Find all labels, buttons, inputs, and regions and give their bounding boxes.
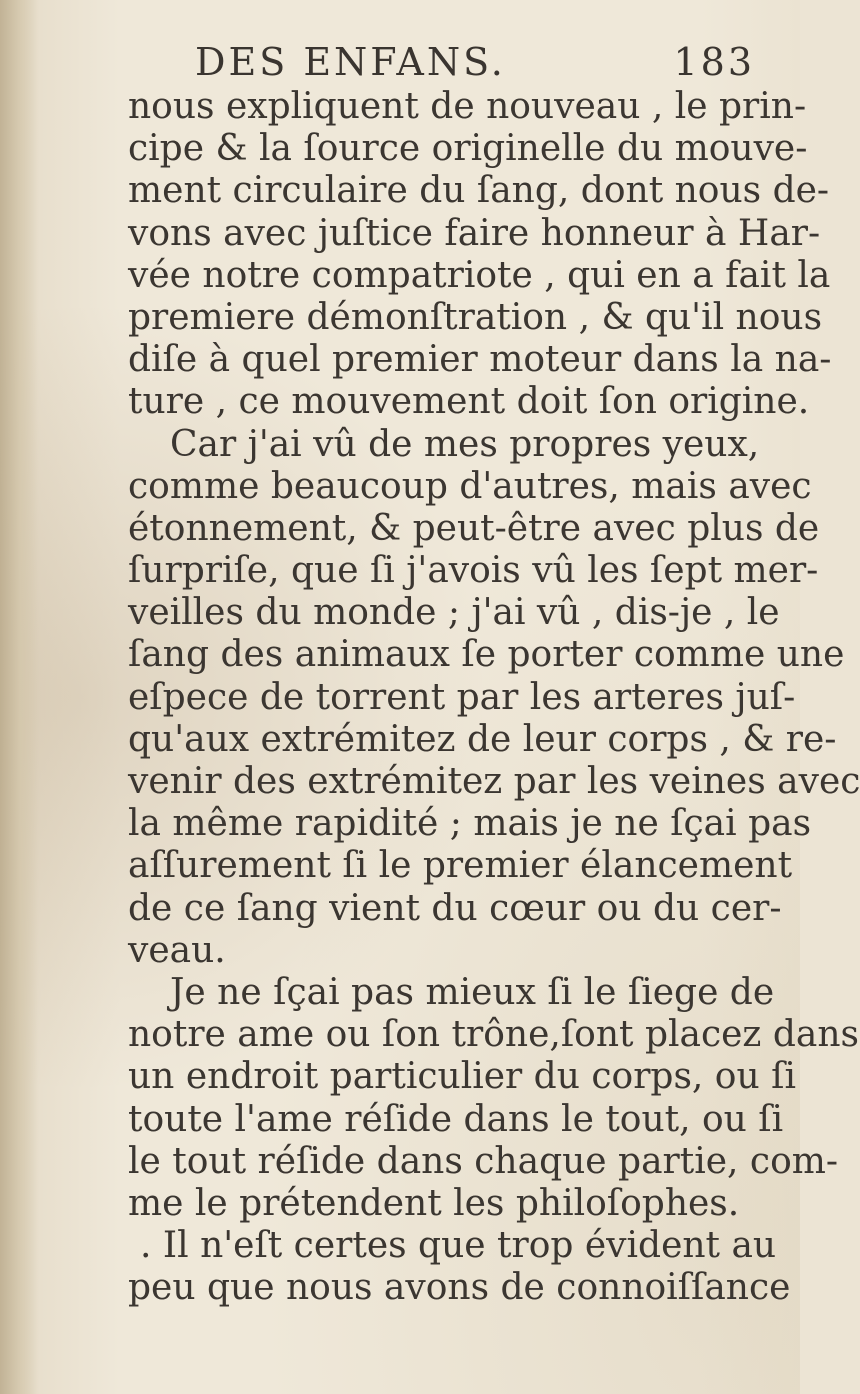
paragraph-start-line: Car j'ai vû de mes propres yeux,	[170, 423, 760, 465]
text-line: venir des extrémitez par les veines avec	[128, 761, 860, 802]
text-line: qu'aux extrémitez de leur corps , & re-	[128, 718, 837, 760]
text-line: veilles du monde ; j'ai vû , dis-je , le	[128, 592, 780, 634]
text-line: veau.	[128, 929, 226, 971]
text-line: me le prétendent les philoſophes.	[128, 1182, 740, 1224]
text-line: étonnement, & peut-être avec plus de	[128, 507, 820, 549]
text-line: ſang des animaux ſe porter comme une	[128, 634, 845, 676]
body-text	[128, 86, 860, 1309]
text-line: ment circulaire du ſang, dont nous de-	[128, 170, 830, 212]
text-line: la même rapidité ; mais je ne ſçai pas	[128, 803, 812, 845]
running-title: DES ENFANS.	[195, 40, 506, 84]
page-number: 183	[673, 40, 755, 84]
text-line: premiere démonſtration , & qu'il nous	[128, 296, 823, 338]
text-line: vée notre compatriote , qui en a fait la	[128, 254, 831, 296]
text-line: aſſurement ſi le premier élancement	[128, 845, 793, 887]
text-line: toute l'ame réſide dans le tout, ou ſi	[128, 1098, 784, 1140]
text-line: peu que nous avons de connoiſſance	[128, 1267, 791, 1309]
page-edge-shadow	[0, 0, 38, 1394]
text-line: diſe à quel premier moteur dans la na-	[128, 339, 832, 381]
text-line: vons avec juſtice faire honneur à Har-	[128, 212, 821, 254]
text-line: le tout réſide dans chaque partie, com-	[128, 1140, 839, 1182]
paragraph-start-line: . Il n'eſt certes que trop évident au	[140, 1225, 777, 1267]
text-line: comme beaucoup d'autres, mais avec	[128, 465, 812, 507]
text-line: un endroit particulier du corps, ou ſi	[128, 1056, 796, 1098]
text-line: ſurpriſe, que ſi j'avois vû les ſept mer-	[128, 550, 819, 592]
text-line: ture , ce mouvement doit ſon origine.	[128, 381, 810, 423]
text-line: cipe & la ſource originelle du mouve-	[128, 128, 808, 170]
paragraph-start-line: Je ne ſçai pas mieux ſi le ſiege de	[170, 971, 775, 1013]
text-line: notre ame ou ſon trône,ſont placez dans	[128, 1014, 860, 1056]
text-line: nous expliquent de nouveau , le prin-	[128, 86, 807, 127]
text-line: eſpece de torrent par les arteres juſ-	[128, 676, 796, 718]
text-line: de ce ſang vient du cœur ou du cer-	[128, 887, 782, 929]
page-header	[195, 40, 755, 88]
